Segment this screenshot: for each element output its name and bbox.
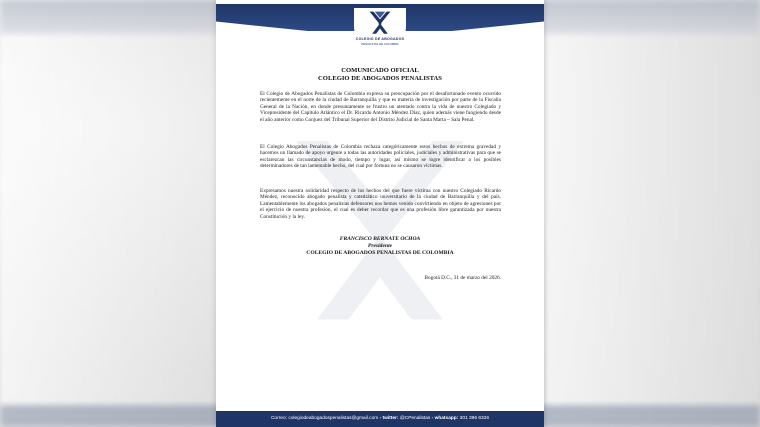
logo-icon	[367, 9, 393, 35]
background-ghost-right	[545, 0, 760, 427]
paragraph-3: Expresamos nuestra solidaridad respecto de los hechos del que fuere víctima con nuestro Colegiado Ricardo Méndez, reconocido abogado penalista y catedrático universitario de la ciudad de Barranquilla y del país. Lamentablemente los abogados penalistas defensores nos hemos venido convirtiendo en objeto de agresiones por el ejercicio de nuestra profesión, el cual es deber recordar que es una profesión libre garantizada por nuestra Constitución y la ley.	[260, 188, 501, 220]
background-ghost-left	[0, 0, 215, 427]
paragraph-2: El Colegio Abogados Penalistas de Colombia rechaza categóricamente estos hechos de extrema gravedad y hacemos un llamado de apoyo urgente a todas las autoridades policiales, judiciales y administrativas para que se esclarezcan las circunstancias de modo, tiempo y lugar, así mismo se logre identificar a los posibles determinadores de tan lamentable hecho, del cual por fortuna no se causaron víctimas.	[260, 144, 501, 170]
footer-twitter-label: - twitter:	[379, 416, 399, 421]
logo-subtitle: PENALISTAS DE COLOMBIA	[361, 42, 399, 46]
signatory-name: FRANCISCO BERNATE OCHOA	[339, 236, 421, 242]
footer-whatsapp-label: - whatsapp:	[431, 416, 459, 421]
title-line-1: COMUNICADO OFICIAL	[341, 67, 419, 74]
footer-whatsapp-link[interactable]: 301 396 6326	[459, 416, 490, 421]
document-page	[216, 0, 544, 427]
logo-name: COLEGIO DE ABOGADOS	[355, 37, 405, 41]
footer-twitter-link[interactable]: @CPenalistas	[399, 416, 431, 421]
document-date: Bogotá D.C., 31 de marzo del 2026.	[424, 275, 501, 281]
footer-email-label: Correo:	[270, 416, 287, 421]
paragraph-1: El Colegio de Abogados Penalistas de Colombia expresa su preocupación por el desafortunado evento ocurrido recientemente en el norte de la ciudad de Barranquilla y que es materia de investigación por parte de la Fiscalía General de la Nación, en donde presuntamente se frustro un atentado contra la vida de nuestro Colegiado y Vicepresidente del Capítulo Atlántico el Dr. Ricardo Antonio Méndez Díaz, quien además viene fungiendo desde el año anterior como Conjuez del Tribunal Superior del Distrito Judicial de Santa Marta – Sala Penal.	[260, 91, 501, 123]
signature-block	[240, 236, 520, 258]
document-title	[240, 67, 520, 83]
title-line-2: COLEGIO DE ABOGADOS PENALISTAS	[318, 75, 442, 82]
footer-email-link[interactable]: colegiodeabogadospenalistas@gmail.com	[288, 416, 379, 421]
signatory-organization: COLEGIO DE ABOGADOS PENALISTAS DE COLOMBIA	[306, 250, 454, 257]
footer-contact-bar	[216, 411, 544, 427]
signatory-role: Presidente	[367, 243, 393, 250]
